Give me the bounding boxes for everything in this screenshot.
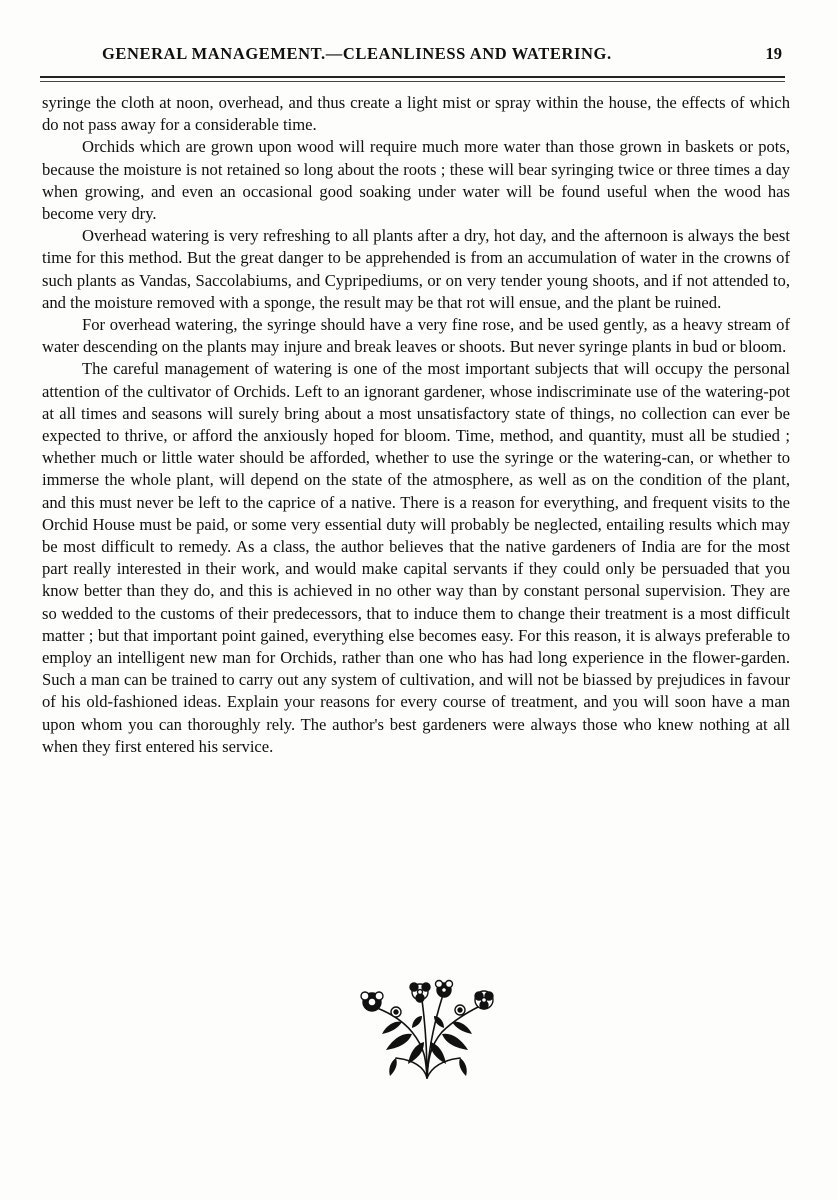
- header-rule-thin: [40, 81, 785, 82]
- page-number: 19: [765, 44, 782, 63]
- body-text: [42, 92, 790, 758]
- paragraph-2: Orchids which are grown upon wood will require much more water than those grown in baskets or pots, because the moisture is not retained so long about the roots ; these will bear syringing twice or three times a day when growing, and even an occasional good soaking under water will be found useful when the wood has become very dry.: [42, 137, 790, 224]
- header-rule: [40, 76, 785, 78]
- paragraph-5: The careful management of watering is one of the most important subjects that will occupy the personal attention of the cultivator of Orchids. Left to an ignorant gardener, whose indiscriminate use of the watering-pot at all times and seasons will surely bring about a most unsatisfactory state of things, no collection can ever be expected to thrive, or afford the anxiously hoped for bloom. Time, method, and quantity, must all be studied ; whether much or little water should be afforded, whether to use the syringe or the watering-can, or whether to immerse the whole plant, will depend on the state of the atmosphere, as well as on the condition of the plant, and this must never be left to the caprice of a native. There is a reason for everything, and frequent visits to the Orchid House must be paid, or some very essential duty will probably be neglected, entailing results which may be most difficult to remedy. As a class, the author believes that the native gardeners of India are for the most part really interested in their work, and would make capital servants if they could only be persuaded that you know better than they do, and this is achieved in no other way than by constant personal supervision. They are so wedded to the customs of their predecessors, that to induce them to change their treatment is a most difficult matter ; but that important point gained, everything else becomes easy. For this reason, it is always preferable to employ an intelligent new man for Orchids, rather than one who has had long experience in the flower-garden. Such a man can be trained to carry out any system of cultivation, and will not be biassed by prejudices in favour of his old-fashioned ideas. Explain your reasons for every course of treatment, and you will soon have a man upon whom you can thoroughly rely. The author's best gardeners were always those who knew nothing at all when they first entered his service.: [42, 359, 790, 756]
- paragraph-3: Overhead watering is very refreshing to all plants after a dry, hot day, and the afternoon is always the best time for this method. But the great danger to be apprehended is from an accumulation of water in the crowns of such plants as Vandas, Saccolabiums, and Cypripediums, or on very tender young shoots, and if not attended to, and the moisture removed with a sponge, the result may be that rot will ensue, and the plant be ruined.: [42, 226, 790, 312]
- running-head: GENERAL MANAGEMENT.—CLEANLINESS AND WATERING.: [102, 44, 612, 63]
- paragraph-4: For overhead watering, the syringe should have a very fine rose, and be used gently, as a heavy stream of water descending on the plants may injure and break leaves or shoots. But never syringe plants in bud or bloom.: [42, 315, 790, 357]
- floral-tailpiece-icon: [352, 970, 502, 1082]
- paragraph-1: syringe the cloth at noon, overhead, and thus create a light mist or spray within the house, the effects of which do not pass away for a considerable time.: [42, 93, 790, 135]
- page-header: [40, 44, 792, 70]
